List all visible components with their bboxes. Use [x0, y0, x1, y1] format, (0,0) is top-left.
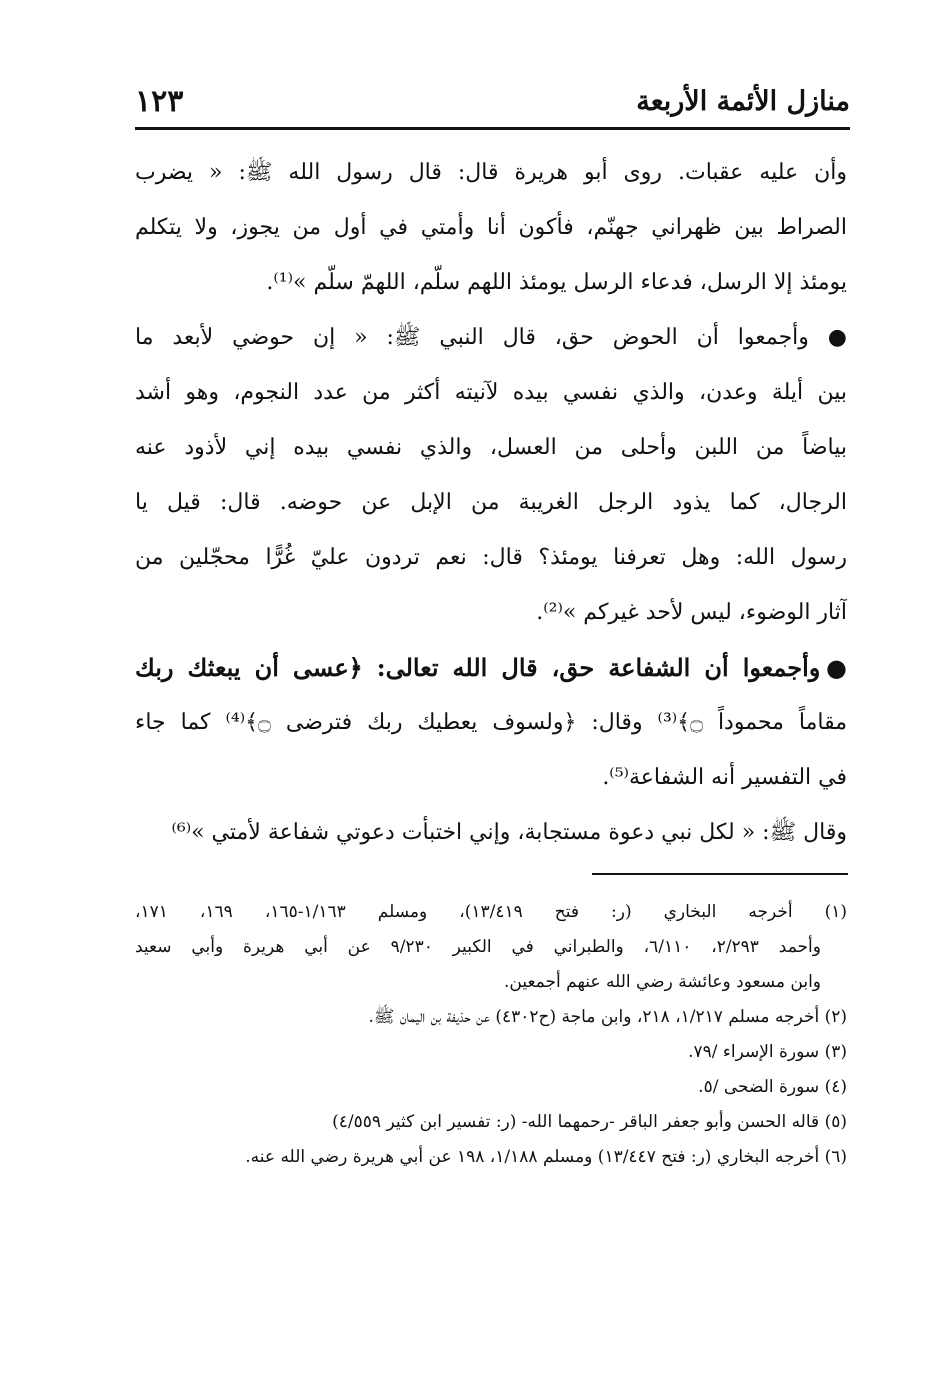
text-line-quran: ●وأجمعوا أن الشفاعة حق، قال الله تعالى: ﴿عسى أن يبعثك ربك [135, 653, 847, 682]
page-header [135, 82, 850, 122]
footnote-separator [592, 873, 848, 875]
footnote-line: (١) أخرجه البخاري (ر: فتح ١٣/٤١٩)، ومسلم ١/١٦٣-١٦٥، ١٦٩، ١٧١، [135, 902, 847, 922]
footnote-line: وابن مسعود وعائشة رضي الله عنهم أجمعين. [503, 972, 821, 992]
text-line: بين أيلة وعدن، والذي نفسي بيده لآنيته أكثر من عدد النجوم، وهو أشد [135, 380, 847, 405]
footnote-line: (٣) سورة الإسراء /٧٩. [688, 1042, 847, 1062]
footnote-line: (٤) سورة الضحى /٥. [698, 1077, 847, 1097]
footnote-line: (٢) أخرجه مسلم ١/٢١٧، ٢١٨، وابن ماجة (ح٤٣٠٢) عن حذيفة بن اليمان ﷺ. [368, 1007, 847, 1027]
header-rule [135, 127, 850, 130]
footnote-line: (٦) أخرجه البخاري (ر: فتح ١٣/٤٤٧) ومسلم ١/١٨٨، ١٩٨ عن أبي هريرة رضي الله عنه. [245, 1147, 847, 1167]
text-line: ● وأجمعوا أن الحوض حق، قال النبي ﷺ: « إن حوضي لأبعد ما [135, 325, 847, 350]
text-line: الرجال، كما يذود الرجل الغريبة من الإبل عن حوضه. قال: قيل يا [135, 490, 847, 515]
footnote-line: (٥) قاله الحسن وأبو جعفر الباقر -رحمهما الله- (ر: تفسير ابن كثير ٤/٥٥٩) [332, 1112, 847, 1132]
page-number: ١٢٣ [135, 84, 184, 119]
text-line: الصراط بين ظهراني جهنّم، فأكون أنا وأمتي في أول من يجوز، ولا يتكلم [135, 215, 847, 240]
text-line: وأن عليه عقبات. روى أبو هريرة قال: قال رسول الله ﷺ: « يضرب [135, 160, 847, 185]
text-line: يومئذ إلا الرسل، فدعاء الرسل يومئذ اللهم سلّم، اللهمّ سلّم »⁽¹⁾. [266, 270, 847, 295]
main-text [135, 145, 847, 860]
running-title: منازل الأئمة الأربعة [636, 86, 850, 117]
text-line: رسول الله: وهل تعرفنا يومئذ؟ قال: نعم تردون عليّ غُرًّا محجّلين من [135, 545, 847, 570]
footnotes [135, 895, 847, 1175]
text-line: آثار الوضوء، ليس لأحد غيركم »⁽²⁾. [536, 600, 847, 625]
footnote-line: وأحمد ٢/٢٩٣، ٦/١١٠، والطبراني في الكبير ٩/٢٣٠ عن أبي هريرة وأبي سعيد [135, 937, 821, 957]
text-line-quran: مقاماً محموداً ۝﴾⁽³⁾ وقال: ﴿ولسوف يعطيك ربك فترضى ۝﴾⁽⁴⁾ كما جاء [135, 710, 847, 735]
text-line: في التفسير أنه الشفاعة⁽⁵⁾. [602, 765, 847, 790]
text-line: بياضاً من اللبن وأحلى من العسل، والذي نفسي بيده إني لأذود عنه [135, 435, 847, 460]
text-line: وقال ﷺ: « لكل نبي دعوة مستجابة، وإني اختبأت دعوتي شفاعة لأمتي »⁽⁶⁾ [171, 820, 847, 845]
